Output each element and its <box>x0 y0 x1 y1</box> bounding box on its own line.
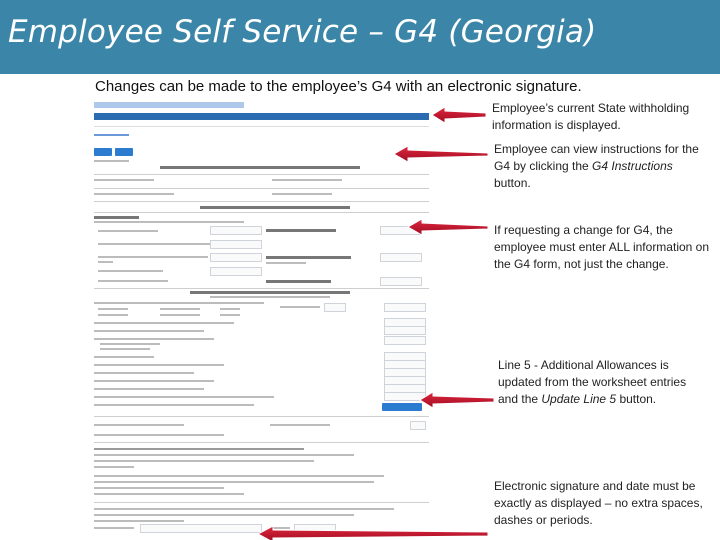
arrow-full-form <box>408 219 488 235</box>
subtitle: Changes can be made to the employee’s G4 with an electronic signature. <box>95 78 582 95</box>
callout-full-form: If requesting a change for G4, the employee must enter ALL information on the G4 form, not just the change. <box>494 223 710 271</box>
arrow-instructions <box>394 146 488 162</box>
arrow-signature <box>258 526 488 540</box>
callout-text: button. <box>494 176 531 190</box>
arrow-current-withholding <box>432 107 486 123</box>
callout-signature: Electronic signature and date must be exactly as displayed – no extra spaces, dashes or periods. <box>494 479 703 527</box>
page-title: Employee Self Service – G4 (Georgia) <box>8 14 597 50</box>
callout-current-withholding: Employee’s current State withholding information is displayed. <box>492 101 690 132</box>
callout-text: button. <box>616 392 657 406</box>
callout-text: Employee can view instructions for the G4 by clicking the <box>494 142 699 173</box>
arrow-line5 <box>420 392 494 408</box>
callout-text: Line 5 - Additional Allowances is updated from the worksheet entries and the <box>498 358 687 406</box>
callout-italic-text: Update Line 5 <box>541 392 617 406</box>
callout-italic-text: G4 Instructions <box>592 159 673 173</box>
